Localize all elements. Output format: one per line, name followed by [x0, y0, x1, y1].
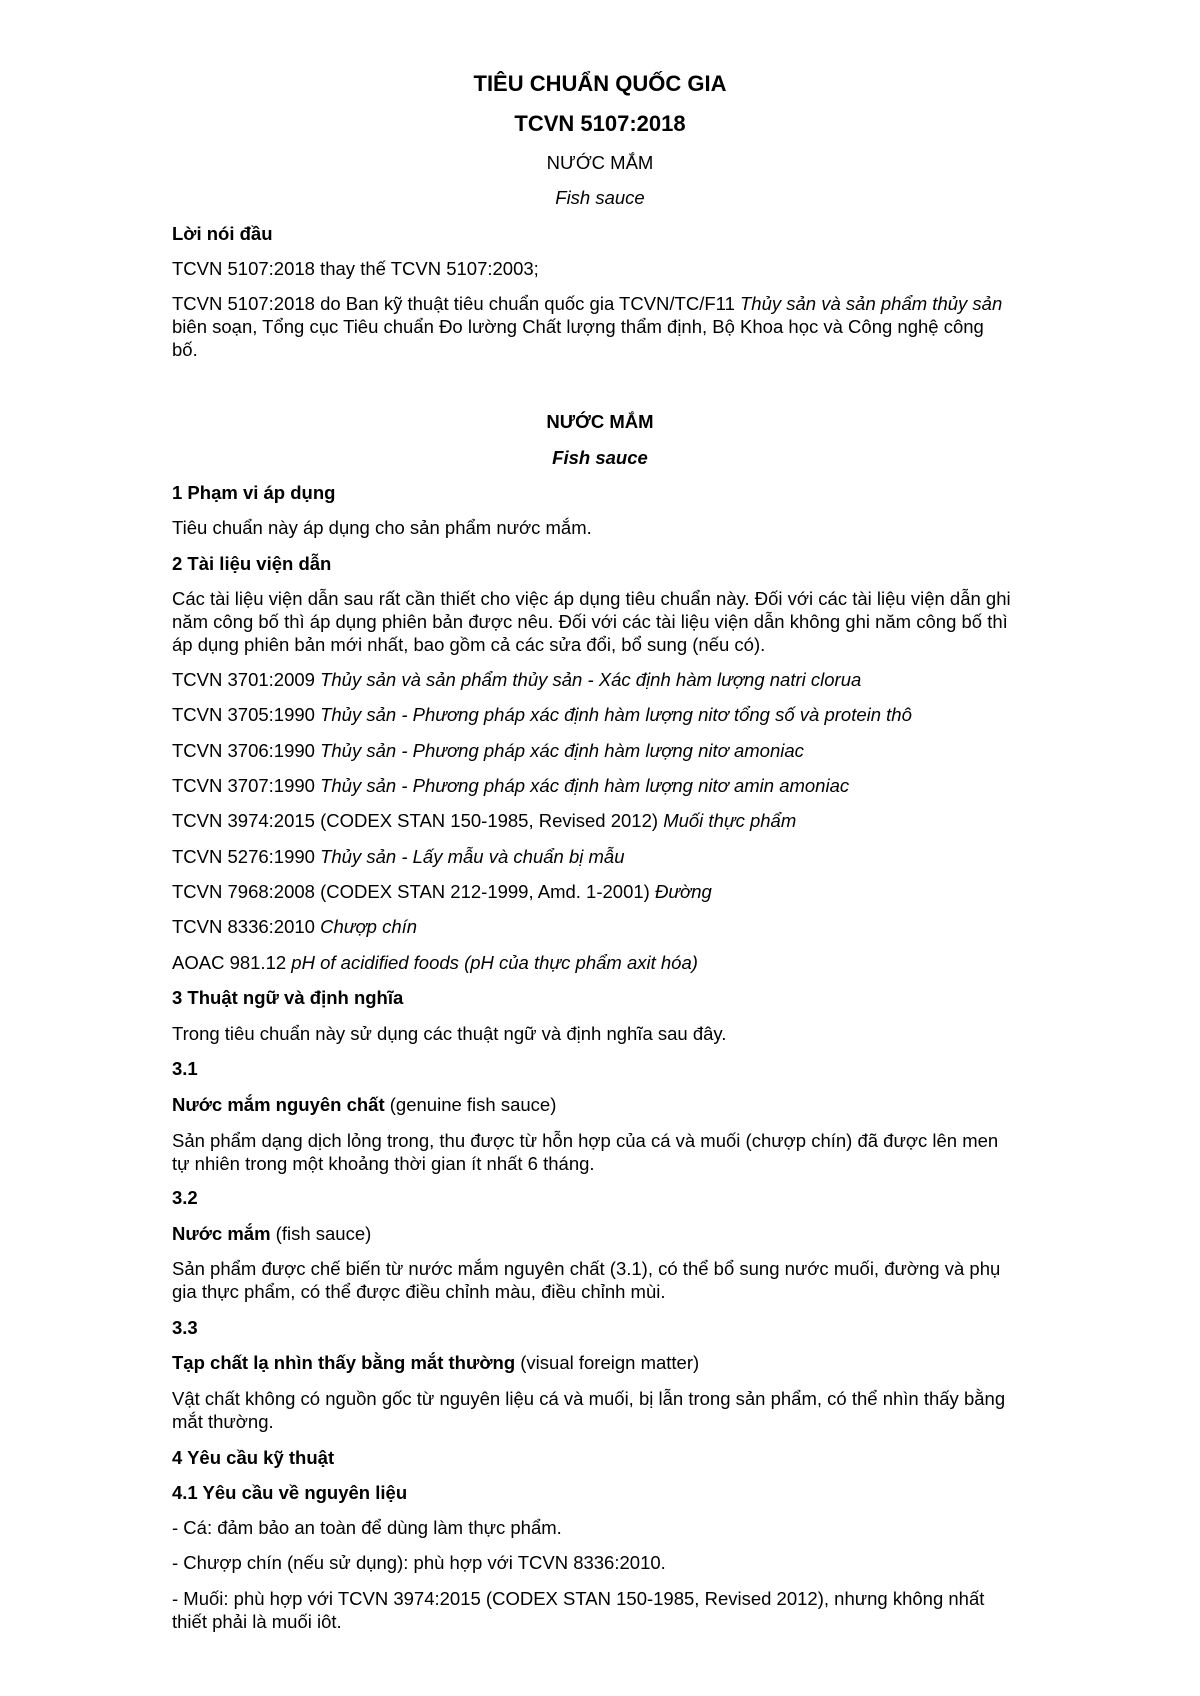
reference-item: TCVN 3706:1990 Thủy sản - Phương pháp xác định hàm lượng nitơ amoniac	[172, 740, 804, 761]
main-title: NƯỚC MẮM	[546, 411, 654, 432]
section-1-heading: 1 Phạm vi áp dụng	[172, 482, 336, 503]
section-2-intro-line-3: áp dụng phiên bản mới nhất, bao gồm cả các sửa đổi, bổ sung (nếu có).	[172, 634, 766, 655]
foreword-paragraph-1: TCVN 5107:2018 thay thế TCVN 5107:2003;	[172, 258, 539, 279]
section-3-heading: 3 Thuật ngữ và định nghĩa	[172, 987, 404, 1008]
reference-item: TCVN 7968:2008 (CODEX STAN 212-1999, Amd. 1-2001) Đường	[172, 881, 712, 902]
standard-name-en: Fish sauce	[555, 187, 645, 208]
reference-item: AOAC 981.12 pH of acidified foods (pH của thực phẩm axit hóa)	[172, 952, 698, 973]
standard-name: NƯỚC MẮM	[546, 152, 654, 173]
main-title-en: Fish sauce	[552, 447, 648, 468]
term-title: Tạp chất lạ nhìn thấy bằng mắt thường (visual foreign matter)	[172, 1352, 700, 1373]
reference-item: TCVN 5276:1990 Thủy sản - Lấy mẫu và chuẩn bị mẫu	[172, 846, 625, 867]
reference-item: TCVN 8336:2010 Chượp chín	[172, 916, 418, 937]
term-definition-line: Vật chất không có nguồn gốc từ nguyên liệu cá và muối, bị lẫn trong sản phẩm, có thể nhìn thấy bằng	[172, 1388, 1006, 1409]
requirement-item: - Cá: đảm bảo an toàn để dùng làm thực phẩm.	[172, 1517, 562, 1538]
term-definition-line: mắt thường.	[172, 1411, 274, 1432]
term-definition-line: Sản phẩm được chế biến từ nước mắm nguyên chất (3.1), có thể bổ sung nước muối, đường và phụ	[172, 1258, 1001, 1279]
requirement-item-continuation: thiết phải là muối iôt.	[172, 1611, 342, 1632]
section-4-heading: 4 Yêu cầu kỹ thuật	[172, 1447, 335, 1468]
term-definition-line: gia thực phẩm, có thể được điều chỉnh màu, điều chỉnh mùi.	[172, 1281, 666, 1302]
foreword-heading: Lời nói đầu	[172, 223, 273, 244]
section-2-heading: 2 Tài liệu viện dẫn	[172, 553, 332, 574]
foreword-paragraph-2-line-3: bố.	[172, 339, 198, 360]
term-number: 3.1	[172, 1058, 198, 1079]
term-title: Nước mắm (fish sauce)	[172, 1223, 372, 1244]
reference-item: TCVN 3974:2015 (CODEX STAN 150-1985, Revised 2012) Muối thực phẩm	[172, 810, 797, 831]
section-2-intro-line-2: năm công bố thì áp dụng phiên bản được nêu. Đối với các tài liệu viện dẫn không ghi năm công bố thì	[172, 611, 1008, 632]
reference-item: TCVN 3701:2009 Thủy sản và sản phẩm thủy sản - Xác định hàm lượng natri clorua	[172, 669, 862, 690]
section-1-text: Tiêu chuẩn này áp dụng cho sản phẩm nước mắm.	[172, 517, 592, 538]
standard-code: TCVN 5107:2018	[514, 111, 686, 136]
section-3-intro: Trong tiêu chuẩn này sử dụng các thuật ngữ và định nghĩa sau đây.	[172, 1023, 727, 1044]
document-title: TIÊU CHUẨN QUỐC GIA	[473, 71, 727, 96]
foreword-paragraph-2-line-1: TCVN 5107:2018 do Ban kỹ thuật tiêu chuẩn quốc gia TCVN/TC/F11 Thủy sản và sản phẩm thủy sản	[172, 293, 1003, 314]
term-number: 3.2	[172, 1187, 198, 1208]
term-number: 3.3	[172, 1317, 198, 1338]
term-definition-line: tự nhiên trong một khoảng thời gian ít nhất 6 tháng.	[172, 1153, 595, 1174]
section-4-1-heading: 4.1 Yêu cầu về nguyên liệu	[172, 1482, 408, 1503]
foreword-paragraph-2-line-2: biên soạn, Tổng cục Tiêu chuẩn Đo lường Chất lượng thẩm định, Bộ Khoa học và Công nghệ công	[172, 316, 984, 337]
reference-item: TCVN 3707:1990 Thủy sản - Phương pháp xác định hàm lượng nitơ amin amoniac	[172, 775, 850, 796]
term-definition-line: Sản phẩm dạng dịch lỏng trong, thu được từ hỗn hợp của cá và muối (chượp chín) đã được lên men	[172, 1130, 999, 1151]
term-title: Nước mắm nguyên chất (genuine fish sauce)	[172, 1094, 557, 1115]
reference-item: TCVN 3705:1990 Thủy sản - Phương pháp xác định hàm lượng nitơ tổng số và protein thô	[172, 704, 912, 725]
requirement-item: - Chượp chín (nếu sử dụng): phù hợp với TCVN 8336:2010.	[172, 1552, 666, 1573]
section-2-intro-line-1: Các tài liệu viện dẫn sau rất cần thiết cho việc áp dụng tiêu chuẩn này. Đối với các tài liệu viện dẫn ghi	[172, 588, 1011, 609]
requirement-item: - Muối: phù hợp với TCVN 3974:2015 (CODEX STAN 150-1985, Revised 2012), nhưng không nhất	[172, 1588, 985, 1609]
